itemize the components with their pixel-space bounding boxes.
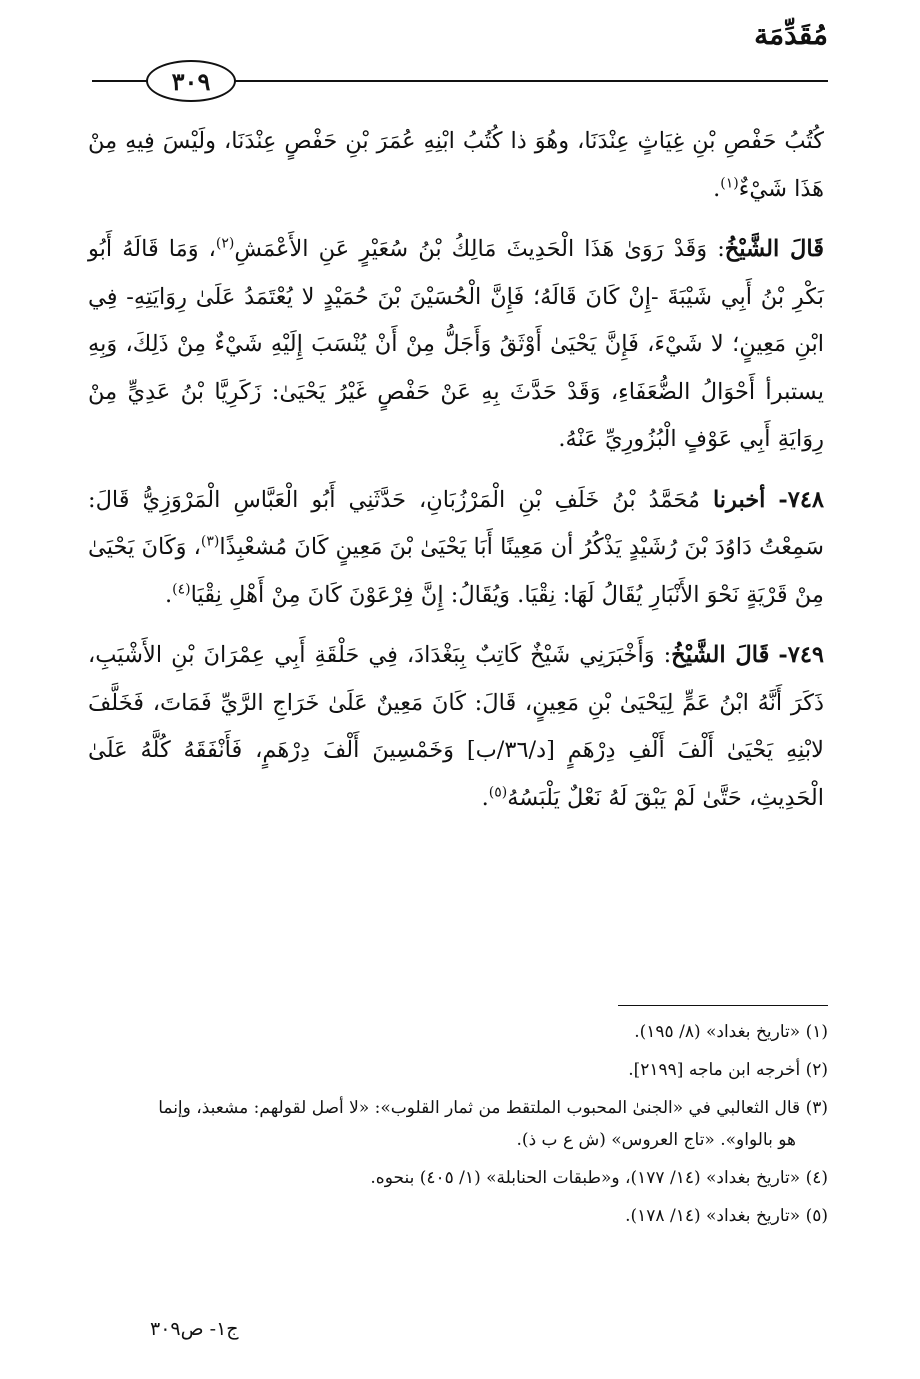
footnote-ref-3: (٣) (200, 533, 220, 550)
footnote-4: (٤) «تاريخ بغداد» (١٤/ ١٧٧)، و«طبقات الحنابلة» (١/ ٤٠٥) بنحوه. (370, 1168, 828, 1188)
paragraph-749-lead: قَالَ الشَّيْخُ (671, 642, 770, 668)
paragraph-748-text-b: ، وَكَانَ يَحْيَىٰ مِنْ قَرْيَةٍ نَحْوَ الأَنْبَارِ يُقَالُ لَهَا: نِقْيَا. وَيُقَالُ: إِنَّ فِرْعَوْنَ كَانَ مِنْ أَهْلِ نِقْيَا (88, 534, 824, 608)
paragraph-2-text-a: : وَقَدْ رَوَىٰ هَذَا الْحَدِيثَ مَالِكُ بْنُ سُعَيْرٍ عَنِ الأَعْمَشِ (234, 236, 725, 262)
paragraph-2-lead: قَالَ الشَّيْخُ (724, 236, 824, 262)
main-text (88, 118, 824, 835)
narration-number-749: ٧٤٩- (778, 642, 824, 668)
footnote-5: (٥) «تاريخ بغداد» (١٤/ ١٧٨). (625, 1206, 828, 1226)
paragraph-1 (88, 118, 824, 213)
footnote-2: (٢) أخرجه ابن ماجه [٢١٩٩]. (628, 1060, 828, 1080)
narration-number-748: ٧٤٨- (778, 486, 824, 513)
footnote-3 (88, 1092, 828, 1156)
page-number-badge: ٣٠٩ (146, 60, 236, 102)
footnote-1: (١) «تاريخ بغداد» (٨/ ١٩٥). (634, 1022, 828, 1042)
paragraph-749 (88, 632, 824, 822)
footnote-3-line-2: هو بالواو». «تاج العروس» (ش ع ب ذ). (516, 1130, 796, 1150)
paragraph-748-end: . (164, 581, 173, 608)
footnote-ref-1: (١) (720, 175, 739, 191)
paragraph-2 (88, 226, 824, 464)
paragraph-748-text-a: مُحَمَّدُ بْنُ خَلَفِ بْنِ الْمَرْزُبَانِ، حَدَّثَنِي أَبُو الْعَبَّاسِ الْمَرْوَزِيُّ قَالَ: سَمِعْتُ دَاوُدَ بْنَ رُشَيْدٍ يَذْكُرُ أن مَعِينًا أَبَا يَحْيَىٰ بْنَ مَعِينٍ كَانَ مُشعْبِذًا (88, 486, 824, 560)
paragraph-749-text: : وَأَخْبَرَنِي شَيْخٌ كَاتِبٌ بِبَغْدَادَ، فِي حَلْقَةِ أَبِي عِمْرَانَ بْنِ الأَشْيَبِ، ذَكَرَ أَنَّهُ ابْنُ عَمٍّ لِيَحْيَىٰ بْنِ مَعِينٍ، قَالَ: كَانَ مَعِينٌ عَلَىٰ خَرَاجِ الرَّيِّ فَمَاتَ، فَخَلَّفَ لابْنِهِ يَحْيَىٰ أَلْفَ أَلْفِ دِرْهَمٍ [د/٣٦/ب] وَخَمْسِينَ أَلْفَ دِرْهَمٍ، فَأَنْفَقَهُ كُلَّهُ عَلَىٰ الْحَدِيثِ، حَتَّىٰ لَمْ يَبْقَ لَهُ نَعْلٌ يَلْبَسُهُ (88, 642, 824, 811)
paragraph-749-end: . (481, 784, 489, 811)
footnote-separator (618, 1005, 828, 1006)
footnote-ref-5: (٥) (488, 784, 508, 800)
footnote-ref-2: (٢) (215, 235, 235, 252)
footnote-3-line-1: (٣) قال الثعالبي في «الجنىٰ المحبوب الملتقط من ثمار القلوب»: «لا أصل لقولهم: مشعبذ، وإنما (158, 1098, 828, 1118)
paragraph-1-text: كُتُبُ حَفْصِ بْنِ غِيَاثٍ عِنْدَنَا، وهُوَ ذا كُتُبُ ابْنِهِ عُمَرَ بْنِ حَفْصٍ عِنْدَنَا، ولَيْسَ فِيهِ مِنْ هَذَا شَيْءٌ (88, 128, 824, 202)
footnotes (88, 1016, 828, 1238)
paragraph-748-lead: أخبرنا (712, 486, 766, 513)
paragraph-2-text-b: ، وَمَا قَالَهُ أَبُو بَكْرِ بْنُ أَبِي شَيْبَةَ -إِنْ كَانَ قَالَهُ؛ فَإِنَّ الْحُسَيْنَ بْنَ حُمَيْدٍ لا يُعْتَمَدُ عَلَىٰ رِوَايَتِهِ- فِي ابْنِ مَعِينٍ؛ لا شَيْءَ، فَإِنَّ يَحْيَىٰ أَوْثَقُ وَأَجَلُّ مِنْ أَنْ يُنْسَبَ إِلَيْهِ شَيْءٌ مِنْ ذَلِكَ، وَبِهِ يستبرأ أَحْوَالُ الضُّعَفَاءِ، وَقَدْ حَدَّثَ بِهِ عَنْ حَفْصٍ غَيْرُ يَحْيَىٰ: زَكَرِيَّا بْنُ عَدِيٍّ مِنْ رِوَايَةِ أَبِي عَوْفٍ الْبُزُورِيِّ عَنْهُ. (88, 236, 824, 452)
paragraph-748 (88, 477, 824, 620)
volume-page-footer: ج١- ص٣٠٩ (150, 1318, 239, 1340)
paragraph-1-end: . (713, 175, 721, 202)
running-header-title: مُقَدِّمَة (754, 18, 828, 51)
footnote-ref-4: (٤) (172, 581, 191, 597)
